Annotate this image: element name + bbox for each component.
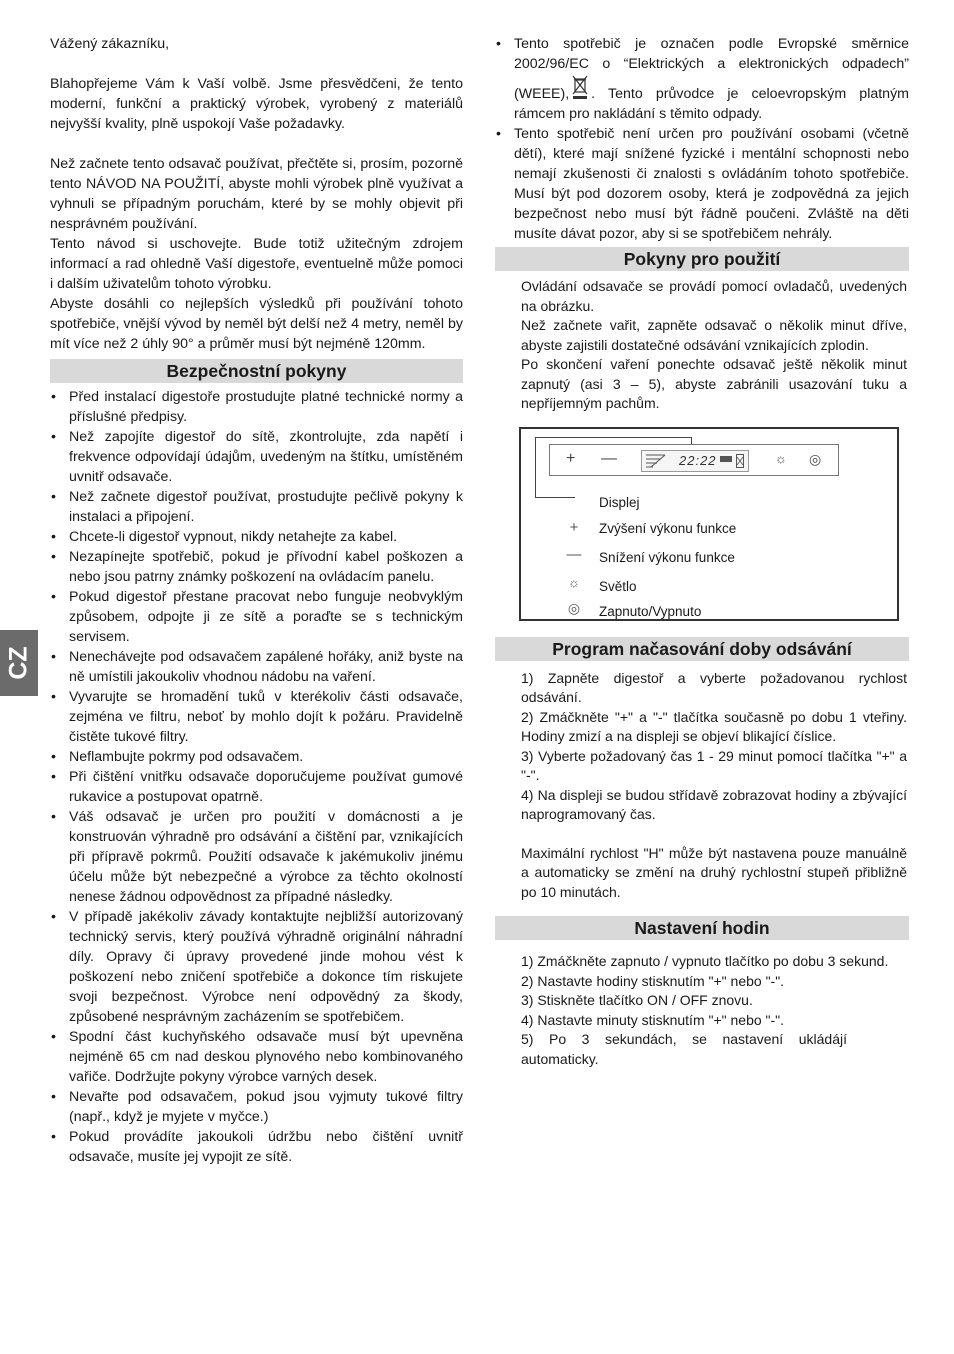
control-panel <box>549 444 839 476</box>
clock-step: 3) Stiskněte tlačítko ON / OFF znovu. <box>521 992 753 1008</box>
usage-paragraph-1: Ovládání odsavače se provádí pomocí ovladačů, uvedených na obrázku. <box>521 278 907 314</box>
usage-paragraph-2: Než začnete vařit, zapněte odsavač o několik minut dříve, abyste zajistili dostatečné odsávání vznikajících zplodin. <box>521 317 907 353</box>
safety-item: • Před instalací digestoře prostudujte platné technické normy a příslušné předpisy. <box>50 387 463 427</box>
legend-label-light: Světlo <box>599 578 637 594</box>
leader-line <box>535 437 691 438</box>
intro-paragraph-1: Blahopřejeme Vám k Vaší volbě. Jsme přesvědčeni, že tento moderní, funkční a praktický výrobek, vyrobený z materiálů nejvyšší kvality, plně uspokojí Vaše požadavky. <box>50 76 463 132</box>
clock-section <box>495 952 909 1069</box>
crossed-bin-icon <box>571 74 589 100</box>
timer-step: 1) Zapněte digestoř a vyberte požadovanou rychlost odsávání. <box>521 669 907 705</box>
intro-paragraph-4: Abyste dosáhli co nejlepších výsledků při používání tohoto spotřebiče, vnější vývod by neměl být delší než 4 metry, neměl by mít více než 2 úhly 90° a průměr musí být nejméně 120mm. <box>50 296 463 352</box>
safety-heading: Bezpečnostní pokyny <box>50 359 463 383</box>
safety-item: • Váš odsavač je určen pro použití v domácnosti a je konstruován výhradně pro odsávání a čištění par, vznikajících při přípravě pokrmů. Použití odsavače k jakémukoliv jinému účelu může být nebezpečné a výrobce za těchto okolností nenese žádnou odpovědnost za případné následky. <box>50 807 463 907</box>
leader-line <box>535 497 575 498</box>
display-clock: 22:22 <box>679 452 717 468</box>
safety-item: • Pokud provádíte jakoukoli údržbu nebo čištění uvnitř odsavače, musíte jej vypojit ze sítě. <box>50 1127 463 1167</box>
leader-line <box>535 437 536 497</box>
safety-item: • Neflambujte pokrmy pod odsavačem. <box>50 747 463 767</box>
clock-step: 4) Nastavte minuty stisknutím "+" nebo "-". <box>521 1011 785 1028</box>
safety-item: • Při čištění vnitřku odsavače doporučujeme používat gumové rukavice a postupovat opatrně. <box>50 767 463 807</box>
timer-step: 4) Na displeji se budou střídavě zobrazovat hodiny a zbývající naprogramovaný čas. <box>521 786 907 822</box>
timer-step: 2) Zmáčkněte "+" a "-" tlačítka současně po dobu 1 vteřiny. Hodiny zmizí a na displeji se objeví blikající číslice. <box>521 708 907 744</box>
filter-alarm-icon <box>736 454 744 468</box>
control-panel-diagram <box>519 427 899 621</box>
clock-heading: Nastavení hodin <box>495 916 909 940</box>
safety-item: • Než začnete digestoř používat, prostudujte pečlivě pokyny k instalaci a připojení. <box>50 487 463 527</box>
timer-section <box>495 669 909 903</box>
timer-heading: Program načasování doby odsávání <box>495 637 909 661</box>
legend-label-decrease: Snížení výkonu funkce <box>599 549 735 565</box>
timer-step: 3) Vyberte požadovaný čas 1 - 29 minut pomocí tlačítka "+" a "-". <box>521 747 907 783</box>
greeting: Vážený zákazníku, <box>50 36 170 52</box>
general-notes-list <box>495 34 909 244</box>
power-icon: ◎ <box>567 599 581 616</box>
weee-note-text: Tento spotřebič je označen podle Evropské směrnice 2002/96/EC o “Elektrických a elektronických odpadech” (WEEE), <box>514 36 909 102</box>
safety-item: • Než zapojíte digestoř do sítě, zkontrolujte, zda napětí i frekvence odpovídají údajům, uvedeným na štítku, umístěném uvnitř odsavače. <box>50 427 463 487</box>
safety-item: • V případě jakékoliv závady kontaktujte nejbližší autorizovaný technický servis, který používá výhradně originální náhradní díly. Opravy či úpravy provedené jinde mohou vést k poškození nebo zničení spotřebiče a dokonce tím riskujete svoji bezpečnost. Výrobce není odpovědný za škody, způsobené nesprávným zacházením se spotřebičem. <box>50 907 463 1027</box>
safety-item: • Nezapínejte spotřebič, pokud je přívodní kabel poškozen a nebo jsou patrny známky poškození na ovládacím panelu. <box>50 547 463 587</box>
children-note: • Tento spotřebič není určen pro používání osobami (včetně dětí), které mají snížené fyzické i mentální schopnosti nebo nemají zkušenosti či znalosti s ovládáním tohoto spotřebiče. Musí být pod dozorem osoby, která je zodpovědná za jejich bezpečnost nebo musí být řádně poučeni. Zvláště na děti musíte dávat pozor, aby si se spotřebičem nehrály. <box>495 124 909 244</box>
plus-icon: + <box>569 518 579 536</box>
display-panel <box>641 450 749 472</box>
safety-list <box>50 387 463 1167</box>
safety-item: • Nenechávejte pod odsavačem zapálené hořáky, aniž byste na ně umístili jakoukoliv vhodnou nádobu na vaření. <box>50 647 463 687</box>
safety-item: • Pokud digestoř přestane pracovat nebo funguje neobvyklým způsobem, odpojte ji ze sítě a poraďte se s technickým servisem. <box>50 587 463 647</box>
safety-item: • Spodní část kuchyňského odsavače musí být upevněna nejméně 65 cm nad deskou plynového nebo kombinovaného vařiče. Dodržujte pokyny výrobce varných desek. <box>50 1027 463 1087</box>
legend-label-power: Zapnuto/Vypnuto <box>599 603 702 619</box>
power-button-icon: ◎ <box>809 450 822 467</box>
language-code: CZ <box>4 646 33 680</box>
light-icon: ☼ <box>568 574 580 590</box>
legend-label-display: Displej <box>599 494 640 510</box>
left-column <box>50 34 463 1167</box>
minus-icon: — <box>566 545 582 563</box>
safety-item: • Vyvarujte se hromadění tuků v kterékoliv části odsavače, zejména ve filtru, neboť by mohlo dojít k požáru. Pravidelně čistěte tukové filtry. <box>50 687 463 747</box>
safety-item: • Chcete-li digestoř vypnout, nikdy netahejte za kabel. <box>50 527 463 547</box>
legend-label-increase: Zvýšení výkonu funkce <box>599 520 737 536</box>
light-button-icon: ☼ <box>775 450 787 466</box>
weee-note-text-end: . Tento průvodce je celoevropským platným rámcem pro nakládání s těmito odpady. <box>514 86 909 122</box>
display-indicator-icon <box>720 456 732 462</box>
language-tab <box>0 630 38 696</box>
weee-note <box>495 34 909 124</box>
usage-paragraph-3: Po skončení vaření ponechte odsavač ještě několik minut zapnutý (asi 3 – 5), abyste zabránili usazování tuku a nepříjemným pachům. <box>521 356 907 411</box>
fan-speed-icon <box>645 453 667 469</box>
safety-item: • Nevařte pod odsavačem, pokud jsou vyjmuty tukové filtry (např., když je myjete v myčce.) <box>50 1087 463 1127</box>
minus-button-icon: — <box>601 449 617 467</box>
clock-step: 2) Nastavte hodiny stisknutím "+" nebo "-". <box>521 972 785 989</box>
intro-paragraph-3: Tento návod si uschovejte. Bude totiž užitečným zdrojem informací a rad ohledně Vaší digestoře, eventuelně může pomoci i dalším uživatelům tohoto výrobku. <box>50 236 463 292</box>
usage-heading: Pokyny pro použití <box>495 247 909 271</box>
usage-section <box>495 277 909 414</box>
clock-step: 1) Zmáčkněte zapnuto / vypnuto tlačítko po dobu 3 sekund. <box>521 953 889 969</box>
plus-button-icon: + <box>566 449 576 467</box>
clock-step: 5) Po 3 sekundách, se nastavení ukládájí automaticky. <box>521 1031 847 1067</box>
right-column <box>495 34 909 1069</box>
intro-paragraph-2: Než začnete tento odsavač používat, přečtěte si, prosím, pozorně tento NÁVOD NA POUŽITÍ, abyste mohli výrobek plně využívat a vyhnuli se případným poruchám, které by se mohly objevit při nesprávném používání. <box>50 156 463 232</box>
timer-note: Maximální rychlost "H" může být nastavena pouze manuálně a automaticky se změní na druhý rychlostní stupeň přibližně po 10 minutách. <box>521 844 907 900</box>
